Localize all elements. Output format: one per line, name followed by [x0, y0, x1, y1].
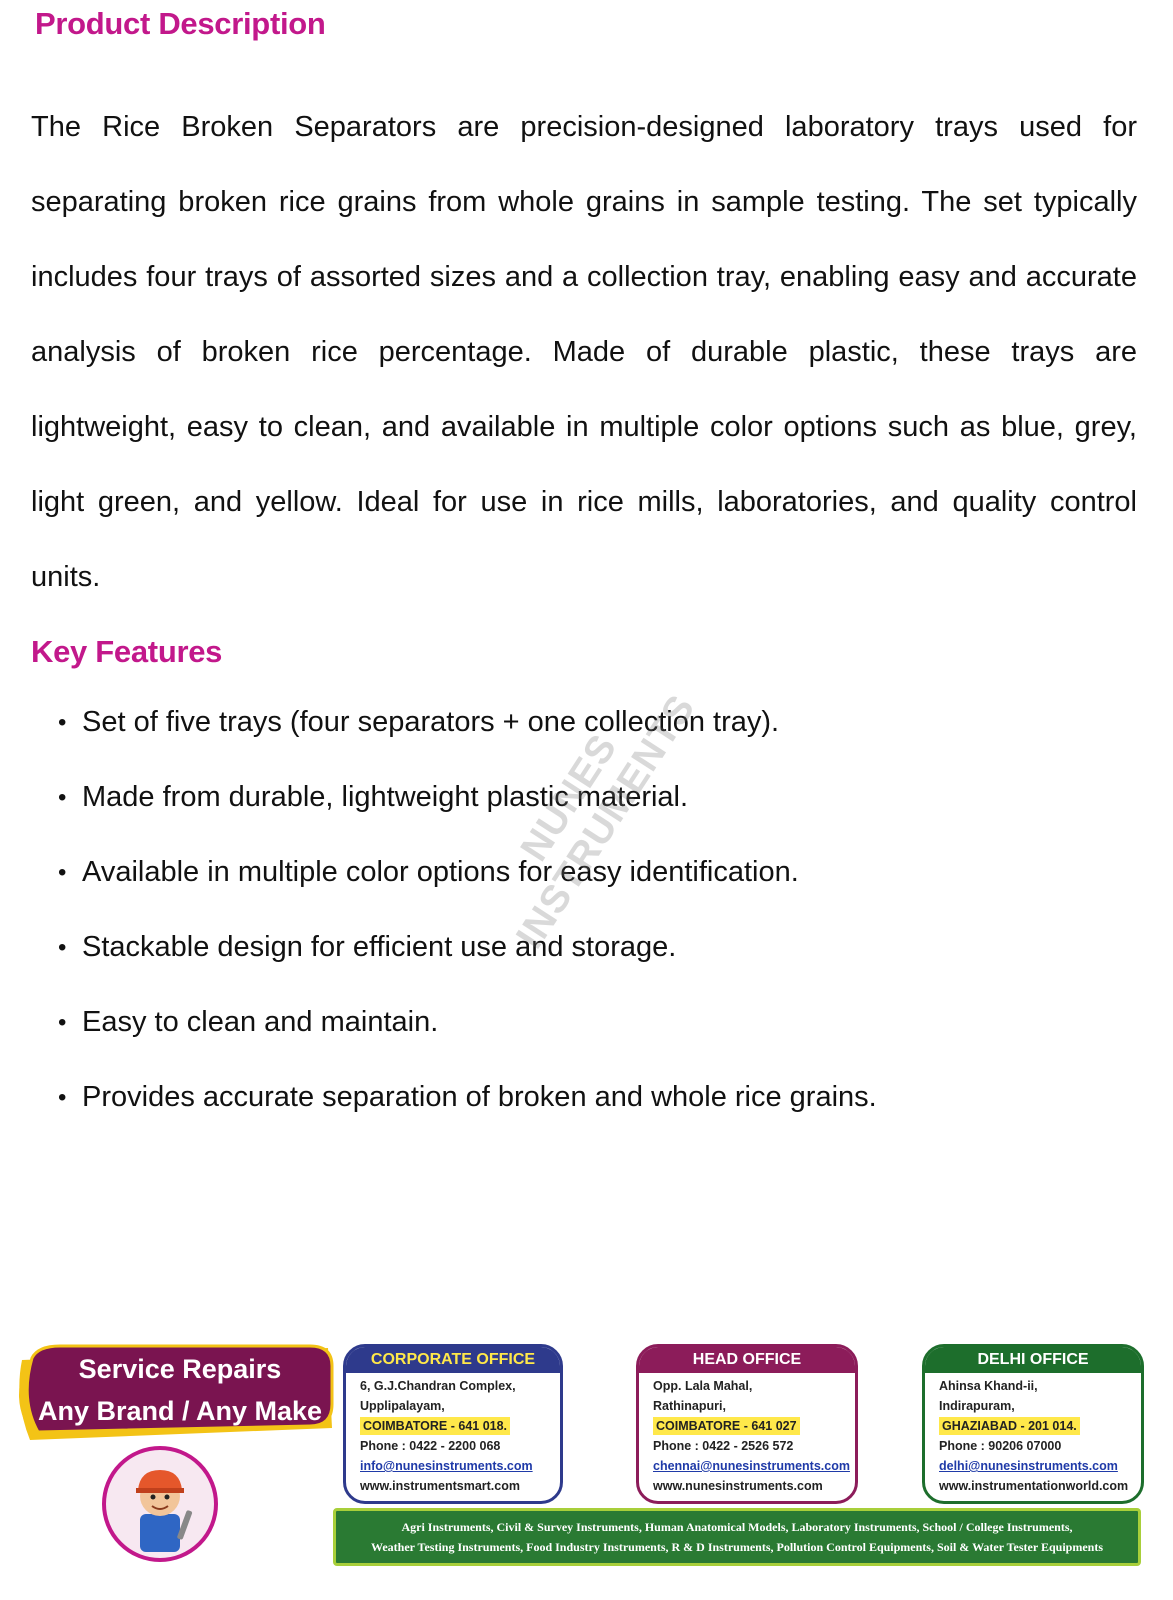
key-features-heading: Key Features — [31, 634, 223, 669]
office-city: COIMBATORE - 641 018. — [360, 1417, 510, 1435]
office-address-line: 6, G.J.Chandran Complex, — [360, 1379, 516, 1393]
office-address-line: Rathinapuri, — [653, 1399, 726, 1413]
office-title: HEAD OFFICE — [639, 1347, 855, 1373]
product-description-text: The Rice Broken Separators are precision-designed laboratory trays used for separating broken rice grains from whole grains in sample testing. The set typically includes four trays of assorted sizes and a collection tray, enabling easy and accurate analysis of broken rice percentage. Made of durable plastic, these trays are lightweight, easy to clean, and available in multiple color options such as blue, grey, light green, and yellow. Ideal for use in rice mills, laboratories, and quality control units. — [31, 111, 1137, 593]
office-city: COIMBATORE - 641 027 — [653, 1417, 800, 1435]
key-features-list — [58, 685, 877, 1135]
service-repairs-banner — [10, 1340, 340, 1450]
instrument-categories-banner — [333, 1508, 1141, 1566]
office-title: DELHI OFFICE — [925, 1347, 1141, 1373]
office-email-link[interactable]: chennai@nunesinstruments.com — [653, 1459, 850, 1473]
office-phone: Phone : 0422 - 2526 572 — [653, 1439, 794, 1453]
bullet-icon: • — [58, 709, 67, 736]
list-item: • Easy to clean and maintain. — [58, 985, 877, 1060]
list-item: • Provides accurate separation of broken and whole rice grains. — [58, 1060, 877, 1135]
service-line1: Service Repairs — [78, 1354, 282, 1384]
office-website: www.instrumentsmart.com — [360, 1479, 520, 1493]
bullet-icon: • — [58, 1009, 67, 1036]
office-address-line: Upplipalayam, — [360, 1399, 445, 1413]
office-city: GHAZIABAD - 201 014. — [939, 1417, 1080, 1435]
office-title: CORPORATE OFFICE — [346, 1347, 560, 1373]
bullet-icon: • — [58, 934, 67, 961]
bullet-icon: • — [58, 1084, 67, 1111]
office-phone: Phone : 0422 - 2200 068 — [360, 1439, 501, 1453]
office-address-line: Opp. Lala Mahal, — [653, 1379, 753, 1393]
head-office-card — [636, 1344, 858, 1504]
office-website: www.nunesinstruments.com — [653, 1479, 823, 1493]
office-email-link[interactable]: info@nunesinstruments.com — [360, 1459, 533, 1473]
office-address-line: Indirapuram, — [939, 1399, 1015, 1413]
corporate-office-card — [343, 1344, 563, 1504]
office-email-link[interactable]: delhi@nunesinstruments.com — [939, 1459, 1118, 1473]
delhi-office-card — [922, 1344, 1144, 1504]
bullet-icon: • — [58, 784, 67, 811]
list-item: • Stackable design for efficient use and storage. — [58, 910, 877, 985]
repairman-mascot-icon — [100, 1444, 220, 1564]
product-description-heading: Product Description — [35, 6, 326, 41]
list-item: • Made from durable, lightweight plastic material. — [58, 760, 877, 835]
categories-line: Weather Testing Instruments, Food Industry Instruments, R & D Instruments, Pollution Control Equipments, Soil & Water Tester Equipments — [371, 1540, 1103, 1554]
office-phone: Phone : 90206 07000 — [939, 1439, 1062, 1453]
list-item: • Available in multiple color options for easy identification. — [58, 835, 877, 910]
watermark: NUNES INSTRUMENTS — [508, 687, 704, 957]
service-line2: Any Brand / Any Make — [37, 1396, 323, 1426]
office-address-line: Ahinsa Khand-ii, — [939, 1379, 1038, 1393]
office-website: www.instrumentationworld.com — [939, 1479, 1129, 1493]
categories-line: Agri Instruments, Civil & Survey Instruments, Human Anatomical Models, Laboratory Instruments, School / College Instruments, — [401, 1520, 1073, 1534]
list-item: • Set of five trays (four separators + one collection tray). — [58, 685, 877, 760]
bullet-icon: • — [58, 859, 67, 886]
